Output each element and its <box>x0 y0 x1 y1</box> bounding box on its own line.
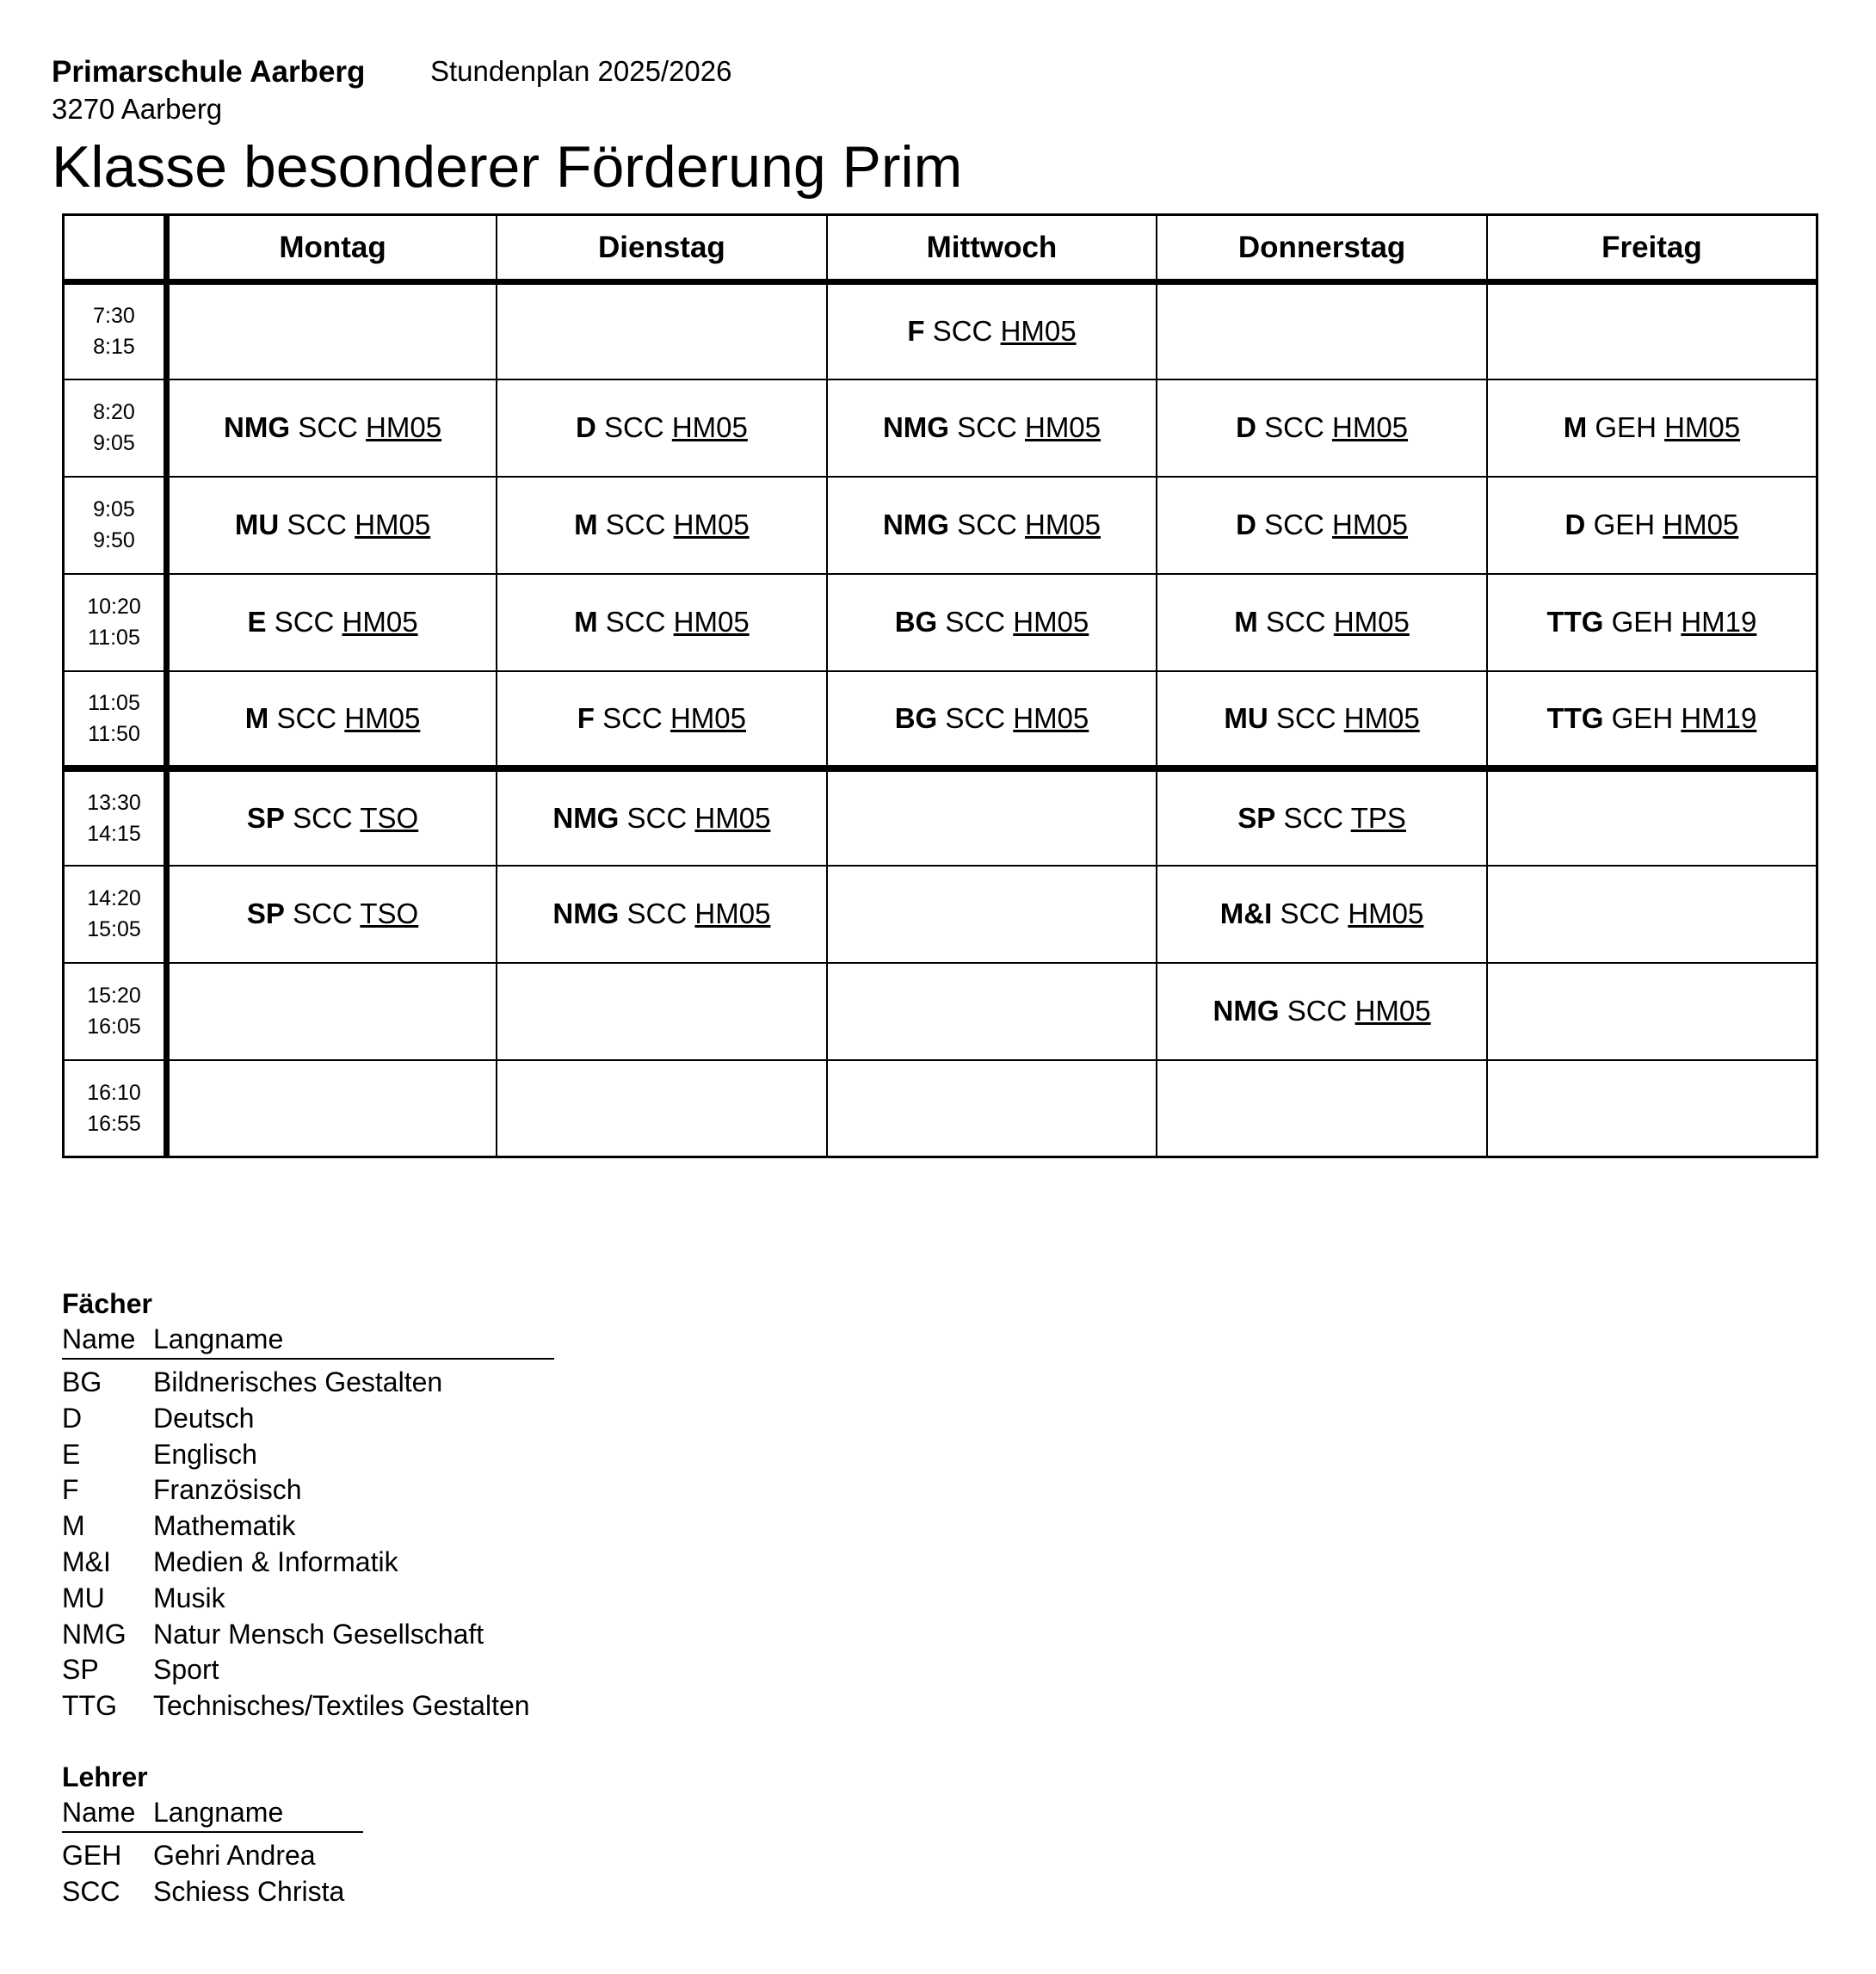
lesson-cell <box>1157 963 1487 1060</box>
legend-name: SP <box>62 1654 99 1686</box>
lesson-room: HM05 <box>342 606 418 638</box>
legend-col-longname: Langname <box>153 1797 284 1828</box>
empty-cell <box>167 1060 497 1157</box>
lesson-room: TSO <box>360 898 419 929</box>
lesson-room: HM19 <box>1681 606 1757 638</box>
lesson-subject: NMG <box>552 801 620 834</box>
timetable-row <box>64 379 1817 477</box>
slot-start: 16:10 <box>87 1080 141 1105</box>
legend-row <box>62 1617 554 1653</box>
lesson-room: HM05 <box>366 411 442 443</box>
day-header: Donnerstag <box>1157 215 1487 282</box>
lesson-subject: NMG <box>1213 995 1280 1027</box>
lesson-room: HM05 <box>1332 509 1409 540</box>
lesson-entry <box>1237 802 1406 834</box>
lesson-teacher: GEH <box>1595 411 1657 443</box>
time-slot <box>64 379 167 477</box>
lesson-room: HM05 <box>671 411 748 443</box>
lesson-subject: F <box>577 701 595 734</box>
empty-cell <box>167 282 497 379</box>
lesson-room: HM05 <box>1013 606 1089 638</box>
lesson-subject: SP <box>246 801 285 834</box>
lesson-cell <box>827 671 1157 768</box>
legend-col-longname: Langname <box>153 1323 284 1354</box>
lesson-teacher: SCC <box>274 606 335 638</box>
lesson-cell <box>1487 379 1817 477</box>
lesson-room: HM05 <box>1343 701 1420 734</box>
slot-start: 11:05 <box>88 690 140 715</box>
lesson-room: HM05 <box>694 898 771 929</box>
lesson-cell <box>1157 574 1487 671</box>
lesson-teacher: SCC <box>287 509 348 540</box>
legend-title: Fächer <box>62 1288 152 1319</box>
lesson-entry <box>1236 411 1408 443</box>
empty-cell <box>827 1060 1157 1157</box>
corner-cell <box>64 215 167 282</box>
time-slot <box>64 477 167 574</box>
legend-header <box>62 1322 554 1360</box>
subjects-legend <box>62 1286 554 1724</box>
timetable-row <box>64 866 1817 963</box>
lesson-subject: NMG <box>552 898 620 929</box>
lesson-teacher: SCC <box>957 411 1017 443</box>
lesson-teacher: SCC <box>605 509 666 540</box>
lesson-room: HM05 <box>344 701 421 734</box>
lesson-teacher: SCC <box>298 411 358 443</box>
lesson-subject: TTG <box>1546 701 1604 734</box>
lesson-room: TPS <box>1350 801 1406 834</box>
lesson-teacher: GEH <box>1593 509 1656 540</box>
lesson-subject: M <box>1234 606 1258 638</box>
lesson-cell <box>1157 671 1487 768</box>
time-slot <box>64 282 167 379</box>
slot-start: 8:20 <box>93 400 135 424</box>
legend-longname: Französisch <box>153 1474 302 1506</box>
legend-name: E <box>62 1438 81 1470</box>
time-slot <box>64 574 167 671</box>
legend-title: Lehrer <box>62 1761 148 1792</box>
lesson-entry <box>1220 898 1424 929</box>
lesson-cell <box>1487 477 1817 574</box>
lesson-subject: NMG <box>882 509 949 540</box>
legend-longname: Schiess Christa <box>153 1875 345 1907</box>
empty-cell <box>827 963 1157 1060</box>
lesson-entry <box>248 606 418 638</box>
empty-cell <box>827 866 1157 963</box>
empty-cell <box>1487 963 1817 1060</box>
lesson-teacher: GEH <box>1611 606 1674 638</box>
lesson-entry <box>1546 702 1756 734</box>
time-slot <box>64 768 167 866</box>
lesson-teacher: SCC <box>293 801 353 834</box>
day-header: Freitag <box>1487 215 1817 282</box>
lesson-subject: BG <box>894 606 938 638</box>
lesson-room: HM05 <box>355 509 431 540</box>
lesson-subject: TTG <box>1546 606 1604 638</box>
lesson-teacher: SCC <box>1287 995 1348 1027</box>
slot-end: 16:05 <box>87 1015 141 1039</box>
lesson-room: HM05 <box>694 801 771 834</box>
lesson-subject: E <box>247 606 267 638</box>
legend-longname: Technisches/Textiles Gestalten <box>153 1690 530 1722</box>
legend-col-name: Name <box>62 1323 136 1354</box>
legend-longname: Deutsch <box>153 1402 255 1434</box>
empty-cell <box>1487 1060 1817 1157</box>
lesson-room: HM05 <box>1013 701 1089 734</box>
empty-cell <box>1157 1060 1487 1157</box>
lesson-entry <box>895 702 1089 734</box>
lesson-teacher: SCC <box>945 606 1006 638</box>
lesson-subject: NMG <box>882 411 949 443</box>
lesson-subject: M <box>1563 411 1588 443</box>
slot-start: 9:05 <box>93 497 135 521</box>
lesson-teacher: SCC <box>1280 898 1341 929</box>
legend-row <box>62 1581 554 1617</box>
lesson-entry <box>1565 509 1739 540</box>
lesson-subject: MU <box>234 509 280 540</box>
slot-end: 8:15 <box>93 335 135 360</box>
legend-row <box>62 1472 554 1508</box>
lesson-entry <box>1546 606 1756 638</box>
slot-start: 15:20 <box>87 984 141 1008</box>
lesson-room: HM05 <box>1663 509 1739 540</box>
lesson-cell <box>827 282 1157 379</box>
school-address: 3270 Aarberg <box>52 93 223 125</box>
lesson-teacher: SCC <box>602 701 663 734</box>
lesson-teacher: SCC <box>1283 801 1344 834</box>
lesson-cell <box>167 671 497 768</box>
lesson-teacher: SCC <box>626 801 688 834</box>
slot-end: 14:15 <box>87 821 141 846</box>
lesson-entry <box>1236 509 1408 540</box>
slot-start: 13:30 <box>87 790 141 815</box>
lesson-subject: BG <box>894 701 938 734</box>
lesson-subject: F <box>907 315 925 348</box>
slot-end: 11:50 <box>88 721 140 746</box>
empty-cell <box>1157 282 1487 379</box>
legend-row <box>62 1365 554 1401</box>
time-slot <box>64 671 167 768</box>
lesson-entry <box>247 802 418 834</box>
lesson-subject: NMG <box>224 411 291 443</box>
time-slot <box>64 963 167 1060</box>
lesson-cell <box>167 379 497 477</box>
lesson-teacher: GEH <box>1611 701 1674 734</box>
legend-row <box>62 1545 554 1581</box>
slot-end: 15:05 <box>87 917 141 941</box>
lesson-entry <box>907 315 1076 347</box>
legend-longname: Musik <box>153 1582 225 1613</box>
legend-name: F <box>62 1474 79 1506</box>
lesson-room: TSO <box>360 801 419 834</box>
lesson-cell <box>1157 379 1487 477</box>
slot-end: 9:05 <box>93 431 135 455</box>
slot-end: 16:55 <box>87 1111 141 1136</box>
day-header-row <box>64 215 1817 282</box>
lesson-teacher: SCC <box>605 606 666 638</box>
time-slot <box>64 866 167 963</box>
legend-longname: Medien & Informatik <box>153 1545 398 1577</box>
lesson-cell <box>1157 477 1487 574</box>
lesson-room: HM05 <box>673 509 750 540</box>
timetable-row <box>64 282 1817 379</box>
legend-longname: Sport <box>153 1654 219 1686</box>
lesson-cell <box>497 477 827 574</box>
legend-name: NMG <box>62 1618 127 1650</box>
lesson-entry <box>235 509 430 540</box>
legend-name: GEH <box>62 1840 122 1871</box>
lesson-cell <box>497 379 827 477</box>
day-header: Dienstag <box>497 215 827 282</box>
legend-row <box>62 1437 554 1473</box>
empty-cell <box>827 768 1157 866</box>
lesson-entry <box>576 411 748 443</box>
day-header: Mittwoch <box>827 215 1157 282</box>
legend-header <box>62 1795 363 1833</box>
lesson-entry <box>883 509 1101 540</box>
day-header: Montag <box>167 215 497 282</box>
lesson-entry <box>1213 995 1431 1027</box>
plan-title: Stundenplan 2025/2026 <box>430 55 732 87</box>
legend-row <box>62 1838 363 1874</box>
teachers-legend <box>62 1759 363 1910</box>
lesson-subject: D <box>575 411 596 443</box>
empty-cell <box>497 282 827 379</box>
lesson-room: HM05 <box>1355 995 1431 1027</box>
lesson-cell <box>497 768 827 866</box>
timetable <box>62 213 1818 1158</box>
empty-cell <box>497 1060 827 1157</box>
legend-row <box>62 1688 554 1724</box>
timetable-row <box>64 574 1817 671</box>
school-name: Primarschule Aarberg <box>52 55 366 89</box>
legend-name: M <box>62 1510 85 1542</box>
lesson-room: HM05 <box>1664 411 1741 443</box>
lesson-cell <box>167 866 497 963</box>
lesson-room: HM05 <box>1332 411 1409 443</box>
lesson-cell <box>1487 574 1817 671</box>
lesson-cell <box>827 574 1157 671</box>
lesson-entry <box>574 606 750 638</box>
lesson-subject: M <box>574 606 598 638</box>
lesson-entry <box>895 606 1089 638</box>
legend-col-name: Name <box>62 1797 136 1828</box>
legend-longname: Englisch <box>153 1438 257 1470</box>
lesson-room: HM05 <box>673 606 750 638</box>
lesson-room: HM05 <box>1000 315 1077 348</box>
slot-start: 10:20 <box>87 595 141 619</box>
lesson-teacher: SCC <box>603 411 664 443</box>
lesson-room: HM05 <box>1333 606 1410 638</box>
lesson-entry <box>247 898 418 929</box>
lesson-room: HM05 <box>1024 411 1102 443</box>
timetable-row <box>64 1060 1817 1157</box>
empty-cell <box>167 963 497 1060</box>
lesson-entry <box>224 411 441 443</box>
legend-list <box>62 1365 554 1724</box>
lesson-cell <box>497 671 827 768</box>
legend-name: SCC <box>62 1875 120 1907</box>
lesson-teacher: SCC <box>957 509 1017 540</box>
timetable-row <box>64 768 1817 866</box>
legend-longname: Natur Mensch Gesellschaft <box>153 1618 484 1650</box>
lesson-subject: MU <box>1224 701 1268 734</box>
timetable-row <box>64 963 1817 1060</box>
lesson-cell <box>167 768 497 866</box>
lesson-teacher: SCC <box>945 701 1006 734</box>
legend-longname: Gehri Andrea <box>153 1840 316 1871</box>
lesson-cell <box>1487 671 1817 768</box>
lesson-room: HM05 <box>1348 898 1424 929</box>
slot-end: 9:50 <box>93 528 135 552</box>
legend-longname: Bildnerisches Gestalten <box>153 1366 443 1397</box>
lesson-room: HM05 <box>1024 509 1102 540</box>
lesson-teacher: SCC <box>1275 701 1336 734</box>
lesson-teacher: SCC <box>932 315 993 348</box>
lesson-entry <box>552 802 770 834</box>
lesson-teacher: SCC <box>1264 509 1324 540</box>
legend-longname: Mathematik <box>153 1510 296 1542</box>
legend-row <box>62 1652 554 1688</box>
time-slot <box>64 1060 167 1157</box>
lesson-teacher: SCC <box>293 898 353 929</box>
legend-name: D <box>62 1402 83 1434</box>
lesson-subject: D <box>1236 509 1256 540</box>
lesson-subject: D <box>1564 509 1586 540</box>
timetable-row <box>64 477 1817 574</box>
empty-cell <box>1487 866 1817 963</box>
lesson-cell <box>167 477 497 574</box>
legend-name: BG <box>62 1366 102 1397</box>
lesson-teacher: SCC <box>1265 606 1326 638</box>
slot-start: 7:30 <box>93 304 135 329</box>
legend-row <box>62 1874 363 1910</box>
lesson-entry <box>574 509 750 540</box>
lesson-subject: SP <box>246 898 285 929</box>
lesson-cell <box>167 574 497 671</box>
lesson-cell <box>1157 866 1487 963</box>
lesson-entry <box>552 898 770 929</box>
lesson-entry <box>1224 702 1419 734</box>
lesson-entry <box>1234 606 1410 638</box>
empty-cell <box>1487 768 1817 866</box>
lesson-teacher: SCC <box>1264 411 1324 443</box>
legend-row <box>62 1401 554 1437</box>
lesson-subject: M <box>574 509 598 540</box>
lesson-entry <box>883 411 1101 443</box>
lesson-room: HM05 <box>670 701 746 734</box>
timetable-row <box>64 671 1817 768</box>
empty-cell <box>497 963 827 1060</box>
empty-cell <box>1487 282 1817 379</box>
lesson-subject: M&I <box>1219 898 1273 929</box>
lesson-entry <box>577 702 746 734</box>
lesson-subject: D <box>1236 411 1256 443</box>
lesson-cell <box>827 379 1157 477</box>
lesson-subject: SP <box>1237 801 1276 834</box>
lesson-teacher: SCC <box>626 898 688 929</box>
lesson-cell <box>497 574 827 671</box>
legend-name: MU <box>62 1582 105 1613</box>
legend-list <box>62 1838 363 1910</box>
slot-start: 14:20 <box>87 886 141 910</box>
legend-row <box>62 1508 554 1545</box>
lesson-teacher: SCC <box>276 701 337 734</box>
lesson-cell <box>1157 768 1487 866</box>
lesson-cell <box>827 477 1157 574</box>
lesson-entry <box>1564 411 1740 443</box>
lesson-entry <box>245 702 421 734</box>
lesson-cell <box>497 866 827 963</box>
slot-end: 11:05 <box>88 626 140 650</box>
legend-name: TTG <box>62 1690 117 1722</box>
lesson-subject: M <box>244 701 269 734</box>
legend-name: M&I <box>62 1545 111 1577</box>
lesson-room: HM19 <box>1681 701 1757 734</box>
class-title: Klasse besonderer Förderung Prim <box>52 134 963 200</box>
